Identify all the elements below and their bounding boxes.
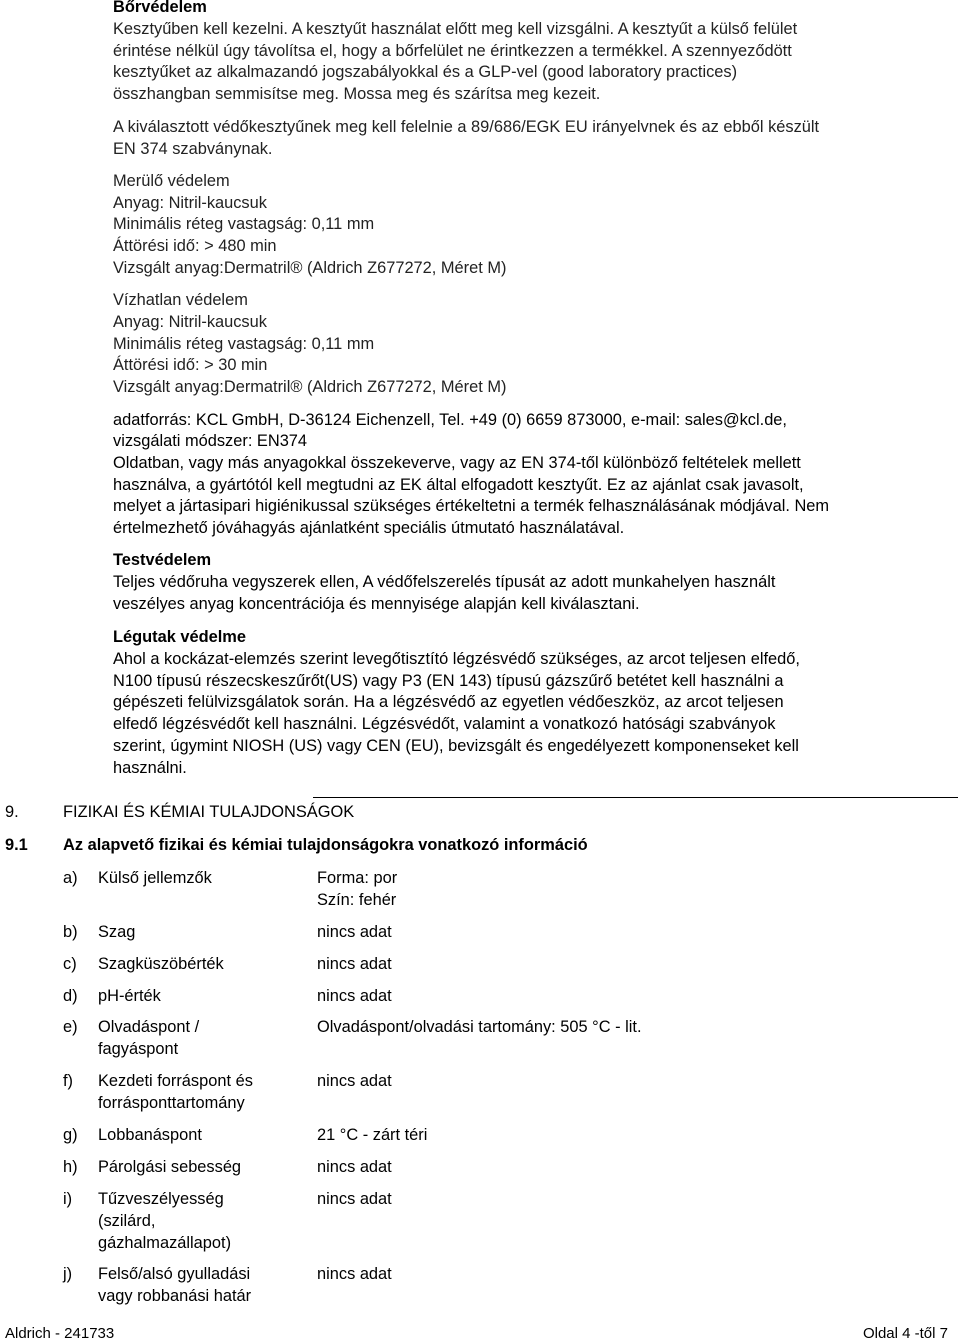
property-value: Szín: fehér: [317, 891, 397, 909]
immersion-line: Anyag: Nitril-kaucsuk: [113, 194, 267, 212]
property-value: nincs adat: [317, 1190, 392, 1208]
property-name: Párolgási sebesség: [98, 1158, 242, 1176]
footer-product-id: Aldrich - 241733: [5, 1325, 115, 1342]
splash-line: Minimális réteg vastagság: 0,11 mm: [113, 335, 375, 353]
property-letter: c): [63, 955, 77, 973]
resp-text-line: szerint, úgymint NIOSH (US) vagy CEN (EU), bevizsgált és engedélyezett komponenseket kell: [113, 737, 799, 755]
property-name: Tűzveszélyesség (szilárd, gázhalmazállapot): [98, 1190, 232, 1252]
property-letter: d): [63, 987, 78, 1005]
skin-text-line: Kesztyűben kell kezelni. A kesztyűt használat előtt meg kell vizsgálni. A kesztyűt a külső felület: [113, 20, 798, 38]
directive-line: EN 374 szabványnak.: [113, 140, 273, 158]
immersion-line: Merülő védelem: [113, 172, 230, 190]
property-letter: a): [63, 869, 78, 887]
skin-text-line: összhangban semmisítse meg. Mossa meg és szárítsa meg kezeit.: [113, 85, 601, 103]
body-protection-heading: Testvédelem: [113, 551, 212, 569]
immersion-line: Áttörési idő: > 480 min: [113, 237, 277, 255]
section-9-number: 9.: [5, 803, 19, 821]
splash-line: Vízhatlan védelem: [113, 291, 248, 309]
splash-line: Anyag: Nitril-kaucsuk: [113, 313, 267, 331]
source-line: vizsgálati módszer: EN374: [113, 432, 308, 450]
property-letter: f): [63, 1072, 74, 1090]
property-value: Forma: por: [317, 869, 398, 887]
property-letter: j): [63, 1265, 73, 1283]
resp-text-line: N100 típusú részecskeszűrőt(US) vagy P3 (EN 143) típusú gázszűrő betétet kell használni a: [113, 672, 784, 690]
source-line: Oldatban, vagy más anyagokkal összekeverve, vagy az EN 374-től különböző feltételek mellett: [113, 454, 801, 472]
property-value: Olvadáspont/olvadási tartomány: 505 °C - lit.: [317, 1018, 642, 1036]
property-name: Lobbanáspont: [98, 1126, 202, 1144]
body-text-line: Teljes védőruha vegyszerek ellen, A védőfelszerelés típusát az adott munkahelyen használt: [113, 573, 776, 591]
source-line: értelmezhető jóváhagyás ajánlatként speciális útmutató használatával.: [113, 519, 625, 537]
property-letter: b): [63, 923, 78, 941]
property-value: nincs adat: [317, 955, 392, 973]
property-letter: e): [63, 1018, 78, 1036]
source-line: használva, a gyártótól kell megtudni az EK által elfogadott kesztyűt. Ez az ajánlat csak javasolt,: [113, 476, 804, 494]
property-value: nincs adat: [317, 987, 392, 1005]
footer-page-number: Oldal 4 -től 7: [862, 1325, 948, 1342]
resp-text-line: Ahol a kockázat-elemzés szerint levegőtisztító légzésvédő szükséges, az arcot teljesen elfedő,: [113, 650, 800, 668]
source-line: melyet a jártasipari higiénikussal szükséges értékeltetni a termék felhasználásának módjával. Nem: [113, 497, 830, 515]
property-name: Szag: [98, 923, 136, 941]
skin-protection-heading: Bőrvédelem: [113, 0, 207, 16]
directive-line: A kiválasztott védőkesztyűnek meg kell felelnie a 89/686/EGK EU irányelvnek és az ebből készült: [113, 118, 820, 136]
property-value: nincs adat: [317, 1072, 392, 1090]
property-value: 21 °C - zárt téri: [317, 1126, 428, 1144]
splash-line: Vizsgált anyag:Dermatril® (Aldrich Z677272, Méret M): [113, 378, 507, 396]
immersion-line: Minimális réteg vastagság: 0,11 mm: [113, 215, 375, 233]
property-name: Olvadáspont / fagyáspont: [98, 1018, 200, 1058]
source-line: adatforrás: KCL GmbH, D-36124 Eichenzell, Tel. +49 (0) 6659 873000, e-mail: sales@kcl.de,: [113, 411, 787, 429]
resp-text-line: elfedő légzésvédőt kell használni. Légzésvédőt, valamint a vonatkozó hatósági szabványok: [113, 715, 776, 733]
respiratory-protection-heading: Légutak védelme: [113, 628, 246, 646]
splash-line: Áttörési idő: > 30 min: [113, 356, 268, 374]
immersion-line: Vizsgált anyag:Dermatril® (Aldrich Z677272, Méret M): [113, 259, 507, 277]
subsection-9-1-number: 9.1: [5, 836, 28, 854]
property-letter: h): [63, 1158, 78, 1176]
property-value: nincs adat: [317, 1158, 392, 1176]
section-9-title: FIZIKAI ÉS KÉMIAI TULAJDONSÁGOK: [63, 803, 355, 821]
property-name: Kezdeti forráspont és forrásponttartomány: [98, 1072, 253, 1112]
resp-text-line: használni.: [113, 759, 187, 777]
subsection-9-1-title: Az alapvető fizikai és kémiai tulajdonságokra vonatkozó információ: [63, 836, 588, 854]
skin-text-line: érintése nélkül úgy távolítsa el, hogy a bőrfelület ne érintkezzen a termékkel. A szennyeződött: [113, 42, 792, 60]
property-value: nincs adat: [317, 923, 392, 941]
section-divider: [313, 797, 958, 798]
property-letter: i): [63, 1190, 73, 1208]
body-text-line: veszélyes anyag koncentrációja és mennyisége alapján kell kiválasztani.: [113, 595, 640, 613]
property-name: Külső jellemzők: [98, 869, 212, 887]
property-letter: g): [63, 1126, 78, 1144]
resp-text-line: gépészeti felülvizsgálatok során. Ha a légzésvédő az egyetlen védőeszköz, az arcot teljesen: [113, 693, 784, 711]
property-name: Felső/alsó gyulladási vagy robbanási határ: [98, 1265, 252, 1305]
property-name: pH-érték: [98, 987, 161, 1005]
property-name: Szagküszöbérték: [98, 955, 224, 973]
skin-text-line: kesztyűket az alkalmazandó jogszabályokkal és a GLP-vel (good laboratory practices): [113, 63, 738, 81]
property-value: nincs adat: [317, 1265, 392, 1283]
